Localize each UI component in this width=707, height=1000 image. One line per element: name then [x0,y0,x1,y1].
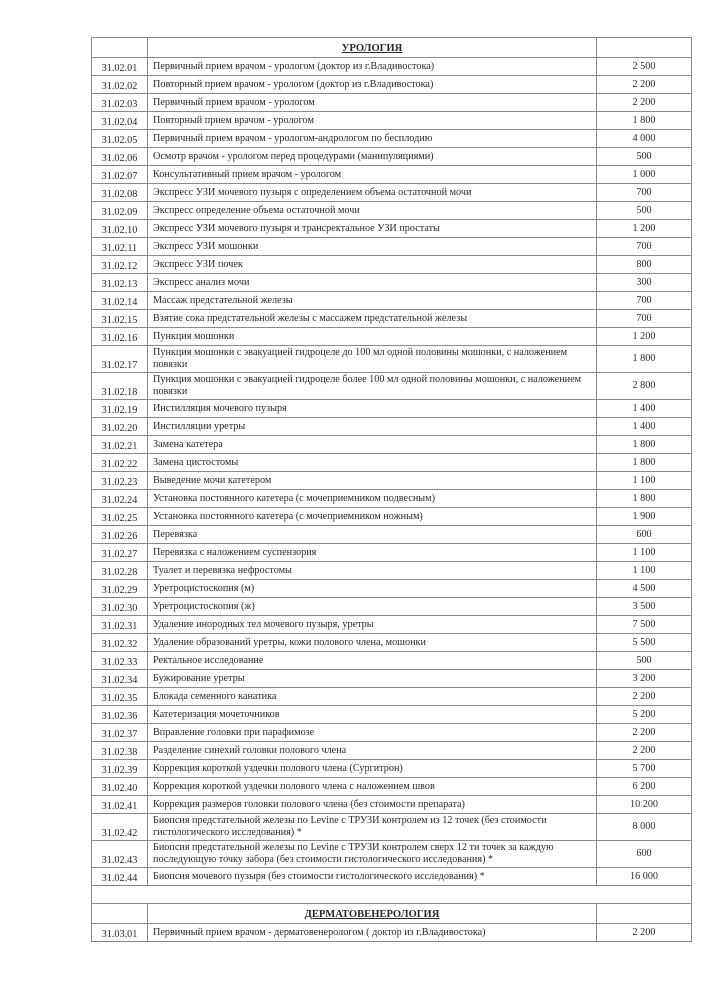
table-row [92,688,692,706]
table-row [92,796,692,814]
table-row [92,724,692,742]
table-row [92,58,692,76]
service-name: Первичный прием врачом - дерматовенерологом ( доктор из г.Владивостока) [148,924,597,942]
table-row [92,220,692,238]
spacer-cell [92,886,692,904]
service-code: 31.02.36 [92,706,148,724]
service-price: 5 200 [597,706,692,724]
service-price: 1 400 [597,418,692,436]
table-row [92,580,692,598]
service-price: 700 [597,292,692,310]
table-row [92,760,692,778]
section-price-cell [597,904,692,924]
table-row [92,202,692,220]
service-name: Катетеризация мочеточников [148,706,597,724]
service-code: 31.02.18 [92,373,148,400]
service-price: 5 500 [597,634,692,652]
table-row [92,742,692,760]
service-code: 31.02.27 [92,544,148,562]
section-header-row [92,904,692,924]
service-code: 31.03.01 [92,924,148,942]
service-price: 10 200 [597,796,692,814]
service-price: 3 500 [597,598,692,616]
service-code: 31.02.19 [92,400,148,418]
table-row [92,274,692,292]
service-code: 31.02.02 [92,76,148,94]
service-code: 31.02.17 [92,346,148,373]
service-code: 31.02.09 [92,202,148,220]
service-code: 31.02.21 [92,436,148,454]
table-row [92,778,692,796]
service-name: Экспресс анализ мочи [148,274,597,292]
service-code: 31.02.11 [92,238,148,256]
service-name: Перевязка с наложением суспензория [148,544,597,562]
service-name: Пункция мошонки [148,328,597,346]
table-row [92,130,692,148]
service-price: 2 200 [597,742,692,760]
service-price: 1 200 [597,220,692,238]
service-price: 1 900 [597,508,692,526]
service-code: 31.02.31 [92,616,148,634]
price-list-table [91,37,692,942]
service-name: Первичный прием врачом - урологом-андрологом по бесплодию [148,130,597,148]
service-price: 700 [597,310,692,328]
service-code: 31.02.28 [92,562,148,580]
table-row [92,652,692,670]
table-row [92,544,692,562]
service-name: Коррекция размеров головки полового члена (без стоимости препарата) [148,796,597,814]
service-name: Блокада семенного канатика [148,688,597,706]
service-name: Массаж предстательной железы [148,292,597,310]
service-code: 31.02.44 [92,868,148,886]
service-price: 1 800 [597,454,692,472]
table-row [92,508,692,526]
service-price: 800 [597,256,692,274]
service-name: Инстилляция мочевого пузыря [148,400,597,418]
service-price: 2 200 [597,76,692,94]
service-name: Замена катетера [148,436,597,454]
service-code: 31.02.40 [92,778,148,796]
service-price: 1 800 [597,346,692,373]
service-price: 5 700 [597,760,692,778]
table-row [92,94,692,112]
table-row [92,112,692,130]
table-row [92,490,692,508]
service-name: Повторный прием врачом - урологом (доктор из г.Владивостока) [148,76,597,94]
service-name: Биопсия предстательной железы по Levine с ТРУЗИ контролем сверх 12 ти точек за каждую последующую точку забора (без стоимости гистологического исследования) * [148,841,597,868]
table-row [92,924,692,942]
spacer-row [92,886,692,904]
service-code: 31.02.25 [92,508,148,526]
service-name: Повторный прием врачом - урологом [148,112,597,130]
service-name: Уретроцистоскопия (ж) [148,598,597,616]
service-name: Разделение синехий головки полового члена [148,742,597,760]
table-row [92,328,692,346]
section-code-cell [92,38,148,58]
table-row [92,292,692,310]
service-code: 31.02.23 [92,472,148,490]
service-name: Экспресс УЗИ мочевого пузыря с определением объема остаточной мочи [148,184,597,202]
table-row [92,346,692,373]
table-row [92,148,692,166]
service-code: 31.02.41 [92,796,148,814]
service-price: 1 000 [597,166,692,184]
service-price: 7 500 [597,616,692,634]
service-price: 500 [597,652,692,670]
service-code: 31.02.01 [92,58,148,76]
service-name: Ректальное исследование [148,652,597,670]
price-list-body [92,38,692,942]
table-row [92,841,692,868]
service-price: 1 100 [597,562,692,580]
service-price: 4 500 [597,580,692,598]
service-price: 1 800 [597,436,692,454]
service-price: 16 000 [597,868,692,886]
service-name: Биопсия предстательной железы по Levine с ТРУЗИ контролем из 12 точек (без стоимости гистологического исследования) * [148,814,597,841]
service-code: 31.02.15 [92,310,148,328]
service-price: 1 800 [597,112,692,130]
table-row [92,400,692,418]
service-code: 31.02.14 [92,292,148,310]
service-code: 31.02.06 [92,148,148,166]
service-price: 2 200 [597,688,692,706]
service-price: 700 [597,184,692,202]
service-price: 1 400 [597,400,692,418]
service-code: 31.02.05 [92,130,148,148]
service-price: 2 200 [597,94,692,112]
table-row [92,670,692,688]
service-name: Экспресс определение объема остаточной мочи [148,202,597,220]
service-code: 31.02.32 [92,634,148,652]
service-code: 31.02.33 [92,652,148,670]
service-name: Установка постоянного катетера (с мочеприемником ножным) [148,508,597,526]
service-code: 31.02.04 [92,112,148,130]
section-title: УРОЛОГИЯ [148,38,597,58]
service-price: 3 200 [597,670,692,688]
service-name: Удаление инородных тел мочевого пузыря, уретры [148,616,597,634]
section-title: ДЕРМАТОВЕНЕРОЛОГИЯ [148,904,597,924]
section-header-row [92,38,692,58]
service-price: 600 [597,526,692,544]
table-row [92,868,692,886]
table-row [92,418,692,436]
service-price: 2 200 [597,724,692,742]
service-name: Вправление головки при парафимозе [148,724,597,742]
service-name: Туалет и перевязка нефростомы [148,562,597,580]
service-name: Первичный прием врачом - урологом [148,94,597,112]
table-row [92,814,692,841]
service-code: 31.02.03 [92,94,148,112]
service-name: Коррекция короткой уздечки полового члена с наложением швов [148,778,597,796]
service-code: 31.02.39 [92,760,148,778]
service-price: 500 [597,202,692,220]
service-name: Пункция мошонки с эвакуацией гидроцеле до 100 мл одной половины мошонки, с наложением повязки [148,346,597,373]
service-price: 2 500 [597,58,692,76]
service-code: 31.02.43 [92,841,148,868]
service-name: Экспресс УЗИ почек [148,256,597,274]
service-code: 31.02.10 [92,220,148,238]
service-name: Экспресс УЗИ мошонки [148,238,597,256]
service-price: 1 200 [597,328,692,346]
table-row [92,454,692,472]
service-price: 2 800 [597,373,692,400]
table-row [92,166,692,184]
service-name: Бужирование уретры [148,670,597,688]
service-code: 31.02.34 [92,670,148,688]
table-row [92,472,692,490]
service-price: 1 800 [597,490,692,508]
service-price: 300 [597,274,692,292]
service-code: 31.02.37 [92,724,148,742]
service-price: 500 [597,148,692,166]
service-name: Инстилляции уретры [148,418,597,436]
service-code: 31.02.08 [92,184,148,202]
table-row [92,598,692,616]
service-name: Пункция мошонки с эвакуацией гидроцеле более 100 мл одной половины мошонки, с наложением повязки [148,373,597,400]
table-row [92,634,692,652]
service-code: 31.02.30 [92,598,148,616]
table-row [92,616,692,634]
service-price: 8 000 [597,814,692,841]
table-row [92,436,692,454]
service-price: 2 200 [597,924,692,942]
table-row [92,184,692,202]
service-code: 31.02.20 [92,418,148,436]
table-row [92,310,692,328]
service-code: 31.02.29 [92,580,148,598]
service-name: Уретроцистоскопия (м) [148,580,597,598]
service-code: 31.02.16 [92,328,148,346]
service-name: Перевязка [148,526,597,544]
table-row [92,76,692,94]
service-name: Коррекция короткой уздечки полового члена (Сургитрон) [148,760,597,778]
service-price: 1 100 [597,472,692,490]
service-name: Первичный прием врачом - урологом (доктор из г.Владивостока) [148,58,597,76]
service-code: 31.02.42 [92,814,148,841]
table-row [92,526,692,544]
service-code: 31.02.38 [92,742,148,760]
table-row [92,562,692,580]
service-name: Замена цистостомы [148,454,597,472]
service-name: Взятие сока предстательной железы с массажем предстательной железы [148,310,597,328]
service-name: Консультативный прием врачом - урологом [148,166,597,184]
service-price: 1 100 [597,544,692,562]
service-code: 31.02.13 [92,274,148,292]
service-code: 31.02.12 [92,256,148,274]
section-code-cell [92,904,148,924]
service-code: 31.02.24 [92,490,148,508]
section-price-cell [597,38,692,58]
service-code: 31.02.07 [92,166,148,184]
service-name: Выведение мочи катетером [148,472,597,490]
table-row [92,238,692,256]
service-price: 6 200 [597,778,692,796]
service-name: Осмотр врачом - урологом перед процедурами (манипуляциями) [148,148,597,166]
table-row [92,706,692,724]
service-price: 4 000 [597,130,692,148]
table-row [92,373,692,400]
service-name: Биопсия мочевого пузыря (без стоимости гистологического исследования) * [148,868,597,886]
service-code: 31.02.26 [92,526,148,544]
service-name: Установка постоянного катетера (с мочеприемником подвесным) [148,490,597,508]
service-code: 31.02.22 [92,454,148,472]
service-price: 700 [597,238,692,256]
service-name: Экспресс УЗИ мочевого пузыря и трансректальное УЗИ простаты [148,220,597,238]
service-name: Удаление образований уретры, кожи полового члена, мошонки [148,634,597,652]
table-row [92,256,692,274]
service-price: 600 [597,841,692,868]
service-code: 31.02.35 [92,688,148,706]
